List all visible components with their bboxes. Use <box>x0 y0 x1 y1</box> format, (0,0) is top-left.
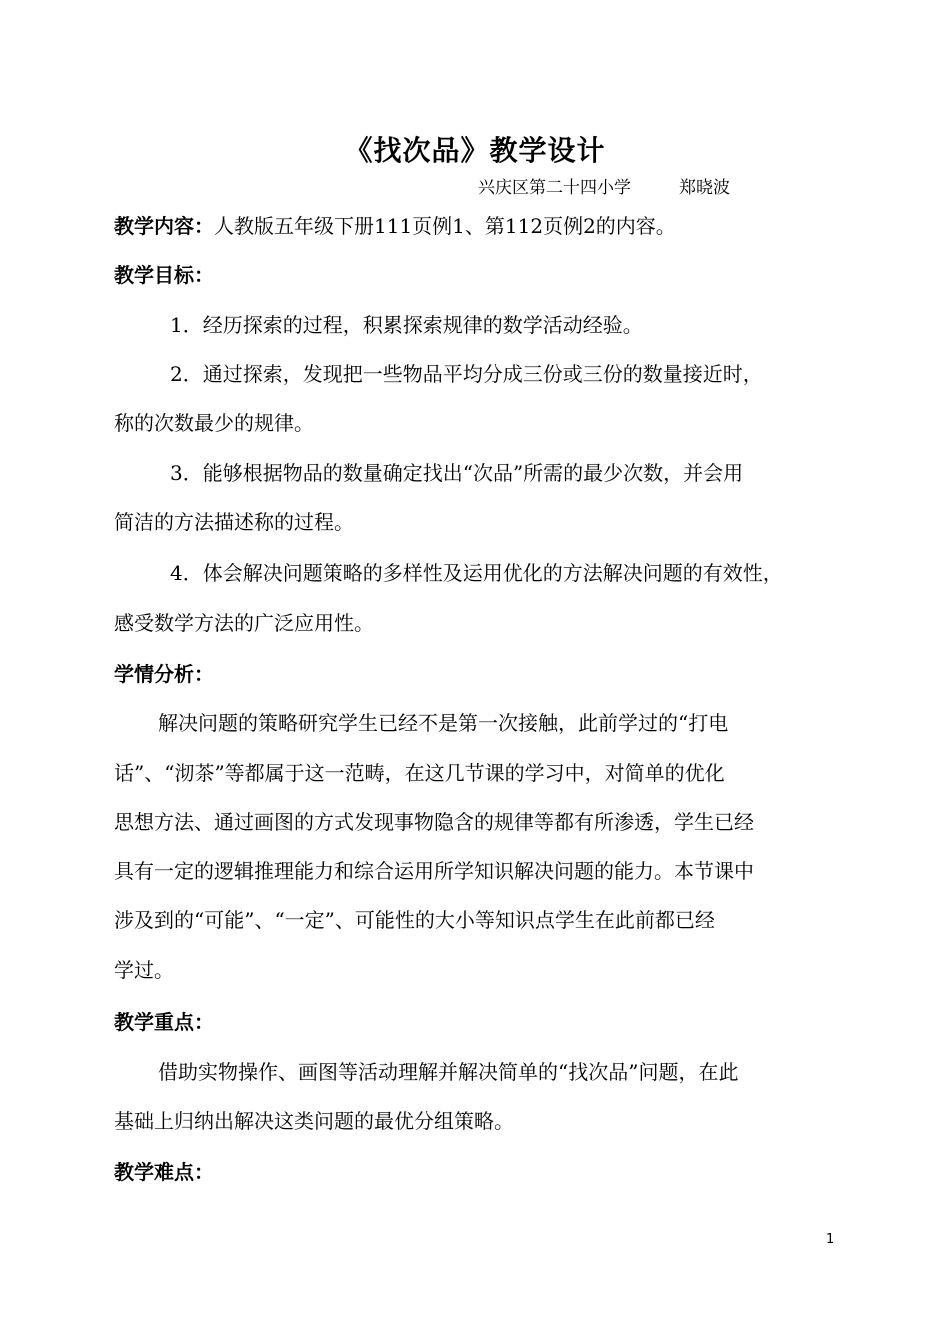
objectives-heading: 教学目标： <box>114 263 214 287</box>
objective-line: 简洁的方法描述称的过程。 <box>114 510 354 534</box>
analysis-heading: 学情分析： <box>114 662 214 686</box>
objective-line: 3．能够根据物品的数量确定找出“次品”所需的最少次数，并会用 <box>170 461 744 485</box>
analysis-line: 学过。 <box>114 958 174 982</box>
content-section <box>114 211 676 241</box>
content-text: 人教版五年级下册111页例1、第112页例2的内容。 <box>214 214 676 238</box>
author-name: 郑晓波 <box>679 178 730 198</box>
key-points-line: 基础上归纳出解决这类问题的最优分组策略。 <box>114 1109 514 1133</box>
analysis-line: 具有一定的逻辑推理能力和综合运用所学知识解决问题的能力。本节课中 <box>114 859 754 883</box>
analysis-line: 解决问题的策略研究学生已经不是第一次接触，此前学过的“打电 <box>158 711 729 735</box>
objective-line: 感受数学方法的广泛应用性。 <box>114 611 374 635</box>
author-line <box>478 176 730 200</box>
analysis-line: 思想方法、通过画图的方式发现事物隐含的规律等都有所渗透，学生已经 <box>114 810 754 834</box>
objective-line: 4．体会解决问题策略的多样性及运用优化的方法解决问题的有效性， <box>170 561 783 585</box>
document-title: 《找次品》教学设计 <box>344 134 606 167</box>
analysis-line: 涉及到的“可能”、“一定”、可能性的大小等知识点学生在此前都已经 <box>114 908 715 932</box>
objective-line: 称的次数最少的规律。 <box>114 411 314 435</box>
difficulties-heading: 教学难点： <box>114 1160 214 1184</box>
objective-line: 2．通过探索，发现把一些物品平均分成三份或三份的数量接近时， <box>170 362 763 386</box>
analysis-line: 话”、“沏茶”等都属于这一范畴，在这几节课的学习中，对简单的优化 <box>114 761 725 785</box>
objective-line: 1．经历探索的过程，积累探索规律的数学活动经验。 <box>170 313 643 337</box>
key-points-heading: 教学重点： <box>114 1010 214 1034</box>
content-heading: 教学内容： <box>114 214 214 238</box>
author-school: 兴庆区第二十四小学 <box>478 178 631 198</box>
key-points-line: 借助实物操作、画图等活动理解并解决简单的“找次品”问题，在此 <box>158 1060 739 1084</box>
page-number: 1 <box>826 1232 835 1247</box>
